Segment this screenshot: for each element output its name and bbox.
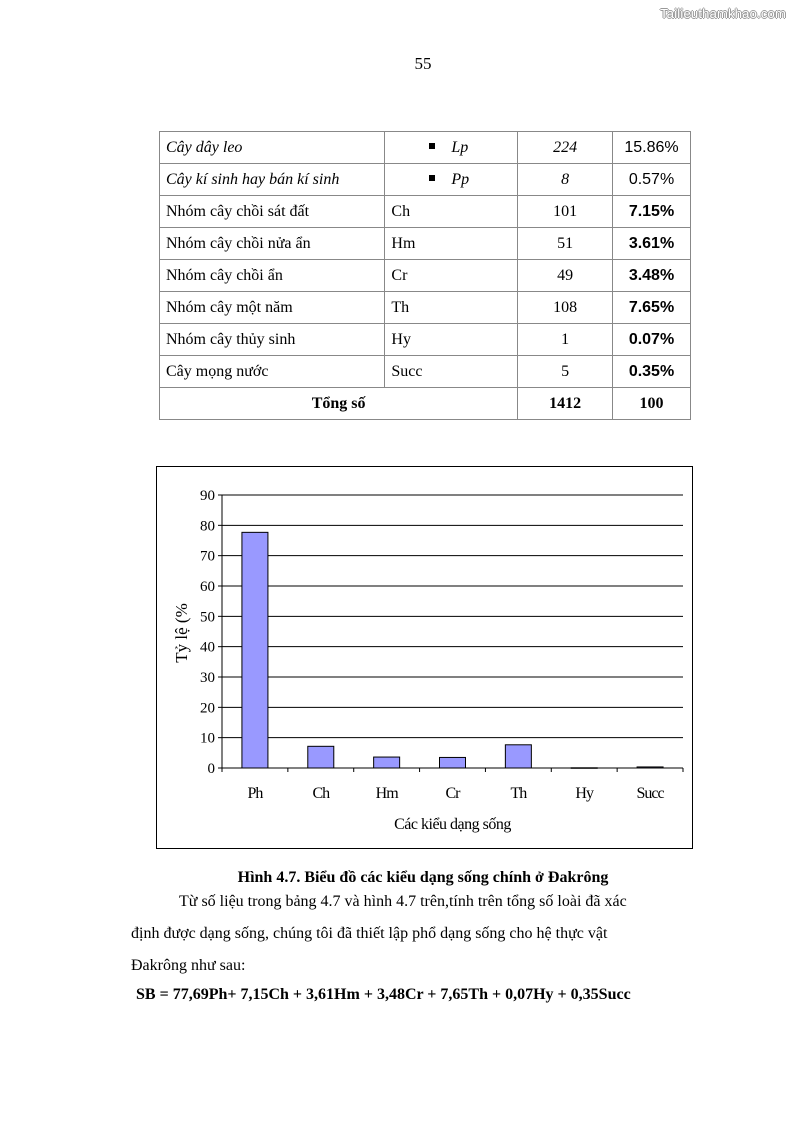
table-row	[160, 164, 691, 196]
y-tick-label: 80	[200, 518, 215, 535]
species-count: 1	[518, 324, 613, 356]
life-form-code: Ch	[391, 202, 411, 220]
life-form-table	[159, 131, 691, 420]
y-tick-label: 10	[200, 730, 215, 747]
life-form-code: Succ	[391, 362, 423, 380]
percent-value: 0.07%	[613, 324, 691, 356]
x-tick-label: Cr	[445, 785, 460, 802]
bar-cr	[440, 757, 466, 768]
life-form-code-cell	[385, 132, 518, 164]
life-form-code: Pp	[451, 170, 470, 188]
life-form-name: Nhóm cây chồi sát đất	[160, 196, 385, 228]
life-form-code-cell	[385, 292, 518, 324]
x-tick-label: Th	[510, 785, 527, 802]
life-form-code-cell	[385, 196, 518, 228]
life-form-code-cell	[385, 356, 518, 388]
table-row	[160, 132, 691, 164]
x-tick-label: Hy	[575, 785, 593, 802]
life-form-spectrum-formula: SB = 77,69Ph+ 7,15Ch + 3,61Hm + 3,48Cr + 7,65Th + 0,07Hy + 0,35Succ	[136, 986, 631, 1003]
life-form-code: Cr	[391, 266, 408, 284]
paragraph-line-3: Đakrông như sau:	[131, 957, 246, 974]
table-row	[160, 356, 691, 388]
table-row	[160, 196, 691, 228]
percent-value: 15.86%	[613, 132, 691, 164]
percent-value: 3.48%	[613, 260, 691, 292]
bar-hm	[374, 757, 400, 768]
watermark: Tailieuthamkhao.com	[660, 6, 786, 21]
paragraph-line-2: định được dạng sống, chúng tôi đã thiết lập phổ dạng sống cho hệ thực vật	[131, 925, 608, 942]
y-tick-label: 30	[200, 670, 215, 686]
table-row	[160, 228, 691, 260]
percent-value: 7.15%	[613, 196, 691, 228]
life-form-code-cell	[385, 228, 518, 260]
percent-value: 7.65%	[613, 292, 691, 324]
page-number: 55	[414, 54, 432, 73]
species-count: 51	[518, 228, 613, 260]
x-tick-label: Hm	[375, 785, 398, 802]
species-count: 224	[518, 132, 613, 164]
life-form-chart	[156, 466, 693, 849]
chart-svg	[157, 467, 694, 850]
life-form-name: Cây dây leo	[160, 132, 385, 164]
y-tick-label: 70	[200, 548, 215, 565]
percent-value: 0.35%	[613, 356, 691, 388]
table-row	[160, 324, 691, 356]
life-form-name: Cây mọng nước	[160, 356, 385, 388]
life-form-name: Nhóm cây một năm	[160, 292, 385, 324]
y-tick-label: 40	[200, 639, 215, 656]
total-count: 1412	[518, 388, 613, 420]
y-tick-label: 20	[200, 700, 215, 717]
x-tick-label: Succ	[636, 785, 664, 802]
table-total-row	[160, 388, 691, 420]
species-count: 101	[518, 196, 613, 228]
table-row	[160, 260, 691, 292]
life-form-code-cell	[385, 324, 518, 356]
y-tick-label: 60	[200, 579, 215, 595]
life-form-name: Cây kí sinh hay bán kí sinh	[160, 164, 385, 196]
life-form-code: Th	[391, 298, 410, 316]
bar-hy	[571, 768, 597, 769]
bullet-icon	[429, 175, 435, 181]
total-percent: 100	[613, 388, 691, 420]
life-form-code: Hy	[391, 330, 411, 348]
x-tick-label: Ph	[247, 785, 263, 802]
life-form-code: Lp	[451, 138, 469, 156]
figure-caption: Hình 4.7. Biểu đồ các kiểu dạng sống chính ở Đakrông	[237, 869, 609, 886]
paragraph-line-1: Từ số liệu trong bảng 4.7 và hình 4.7 trên,tính trên tổng số loài đã xác	[179, 893, 627, 910]
life-form-name: Nhóm cây chồi ẩn	[160, 260, 385, 292]
life-form-name: Nhóm cây chồi nửa ẩn	[160, 228, 385, 260]
y-tick-label: 0	[207, 761, 215, 777]
life-form-code-cell	[385, 164, 518, 196]
life-form-code: Hm	[391, 234, 416, 252]
bullet-icon	[429, 143, 435, 149]
bar-th	[505, 745, 531, 768]
bar-ph	[242, 532, 268, 768]
life-form-code-cell	[385, 260, 518, 292]
bar-ch	[308, 746, 334, 768]
bar-succ	[637, 767, 663, 768]
y-tick-label: 90	[200, 488, 215, 504]
species-count: 49	[518, 260, 613, 292]
y-tick-label: 50	[200, 609, 215, 626]
percent-value: 3.61%	[613, 228, 691, 260]
x-axis-label: Các kiểu dạng sống	[394, 816, 511, 833]
table-row	[160, 292, 691, 324]
percent-value: 0.57%	[613, 164, 691, 196]
life-form-name: Nhóm cây thủy sinh	[160, 324, 385, 356]
total-label: Tổng số	[160, 388, 518, 420]
species-count: 8	[518, 164, 613, 196]
species-count: 5	[518, 356, 613, 388]
x-tick-label: Ch	[312, 785, 330, 802]
y-axis-label: Tỷ lệ (%	[172, 603, 191, 663]
species-count: 108	[518, 292, 613, 324]
